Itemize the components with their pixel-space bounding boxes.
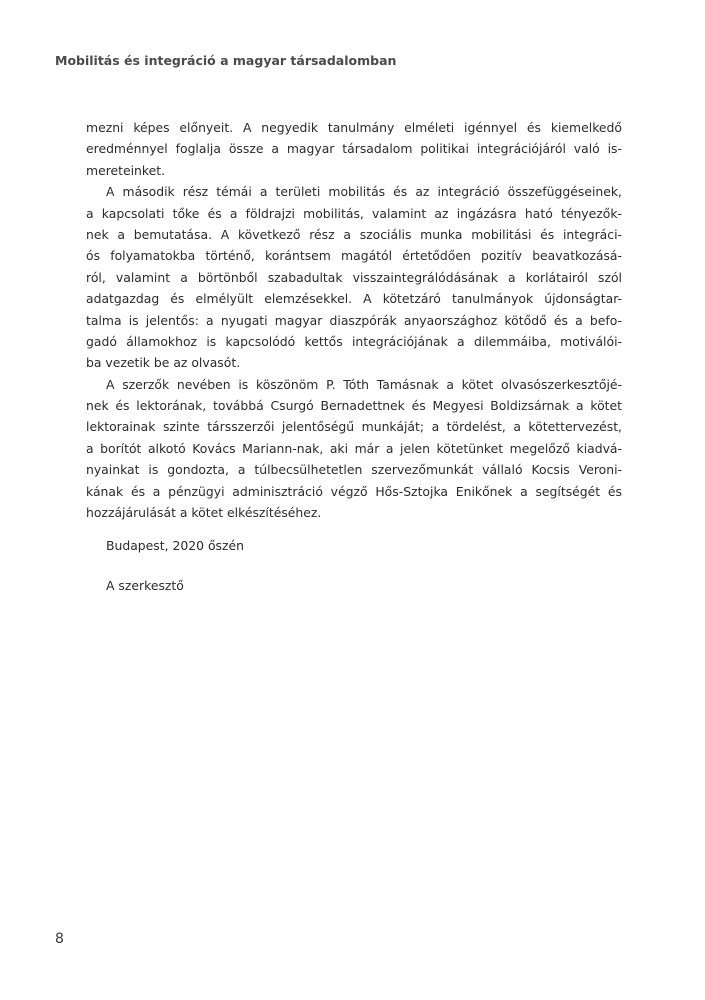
text-line: eredménnyel foglalja össze a magyar társadalom politikai integrációjáról való is- [86,141,622,157]
text-line: nek és lektorának, továbbá Csurgó Bernadettnek és Megyesi Boldizsárnak a kötet [86,398,622,414]
text-line: a kapcsolati tőke és a földrajzi mobilitás, valamint az ingázásra ható tényezők- [86,205,622,221]
text-line: kának és a pénzügyi adminisztráció végző Hős-Sztojka Enikőnek a segítségét és [86,483,622,499]
text-line: gadó államokhoz is kapcsolódó kettős integrációjának a dilemmáiba, motiválói- [86,333,622,349]
text-line: talma is jelentős: a nyugati magyar diaszpórák anyaországhoz kötődő és a befo- [86,312,622,328]
text-line: mereteinket. [86,162,166,178]
signoff-place-date: Budapest, 2020 őszén [106,538,244,553]
text-line: a borítót alkotó Kovács Mariann-nak, aki már a jelen kötetünket megelőző kiadvá- [86,440,622,456]
text-line: adatgazdag és elmélyült elemzésekkel. A kötetzáró tanulmányok újdonságtar- [86,291,622,307]
text-line: A szerzők nevében is köszönöm P. Tóth Tamásnak a kötet olvasószerkesztőjé- [106,376,622,392]
text-line: nyainkat is gondozta, a túlbecsülhetetlen szervezőmunkát vállaló Kocsis Veroni- [86,462,622,478]
signoff-signature: A szerkesztő [106,578,184,593]
text-line: hozzájárulását a kötet elkészítéséhez. [86,505,322,521]
text-line: ós folyamatokba történő, korántsem magától értetődően pozitív beavatkozásá- [86,248,622,264]
page-number: 8 [55,931,64,947]
text-line: nek a bemutatása. A következő rész a szociális munka mobilitási és integráci- [86,226,622,242]
running-header-title: Mobilitás és integráció a magyar társadalomban [55,53,397,68]
text-line: ról, valamint a börtönből szabadultak visszaintegrálódásának a korlátairól szól [86,269,622,285]
text-line: ba vezetik be az olvasót. [86,355,241,371]
body-text [86,117,622,523]
text-line: lektorainak szinte társszerzői jelentőségű munkáját; a tördelést, a kötettervezést, [86,419,622,435]
text-line: A második rész témái a területi mobilitás és az integráció összefüggéseinek, [106,184,622,200]
text-line: mezni képes előnyeit. A negyedik tanulmány elméleti igénnyel és kiemelkedő [86,120,622,135]
